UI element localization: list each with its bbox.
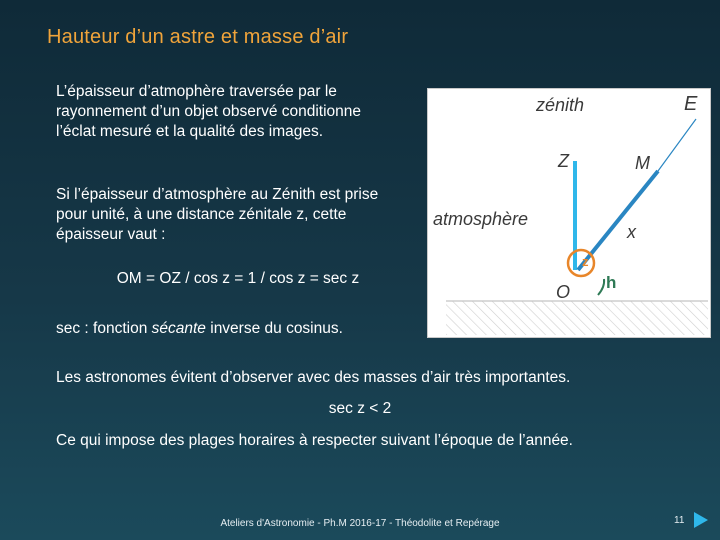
sec-keyword: sec [56, 320, 81, 337]
paragraph-time-ranges: Ce qui impose des plages horaires à respecter suivant l’époque de l’année. [56, 432, 573, 449]
play-arrow-icon[interactable] [693, 511, 709, 529]
zenith-angle-circle [568, 250, 594, 276]
star-direction-line [658, 119, 696, 171]
label-altitude-angle: h [606, 273, 617, 292]
zenith-diagram [427, 88, 711, 338]
secant-definition [56, 320, 343, 338]
slide-title: Hauteur d’un astre et masse d’air [47, 26, 349, 48]
footer-text: Ateliers d'Astronomie - Ph.M 2016-17 - Théodolite et Repérage [220, 518, 500, 529]
sec-def-italic: sécante [151, 320, 206, 337]
label-m: M [635, 153, 650, 173]
page-number: 11 [674, 515, 685, 526]
paragraph-zenith-unit: Si l’épaisseur d’atmosphère au Zénith est prise pour unité, à une distance zénitale z, cette épaisseur vaut : [56, 186, 379, 243]
altitude-angle-arc [598, 279, 604, 295]
sec-def-text-1: : fonction [80, 320, 152, 337]
label-o: O [556, 282, 571, 302]
label-zenith-angle: z [582, 254, 589, 269]
label-x: x [627, 222, 636, 242]
paragraph-astronomers: Les astronomes évitent d’observer avec des masses d’air très importantes. [56, 369, 571, 386]
sec-def-text-2: inverse du cosinus. [205, 320, 343, 337]
ground-hatching [446, 301, 708, 335]
label-zenith: zénith [536, 95, 585, 115]
airmass-inequality: sec z < 2 [328, 400, 392, 417]
label-z-point: Z [558, 151, 569, 171]
airmass-formula: OM = OZ / cos z = 1 / cos z = sec z [116, 270, 360, 287]
paragraph-thickness: L’épaisseur d’atmophère traversée par le rayonnement d’un objet observé conditionne l’éclat mesuré et la qualité des images. [56, 83, 362, 140]
label-atmosphere: atmosphère [433, 209, 529, 229]
zenith-diagram-svg [428, 89, 710, 337]
label-e: E [684, 93, 698, 115]
